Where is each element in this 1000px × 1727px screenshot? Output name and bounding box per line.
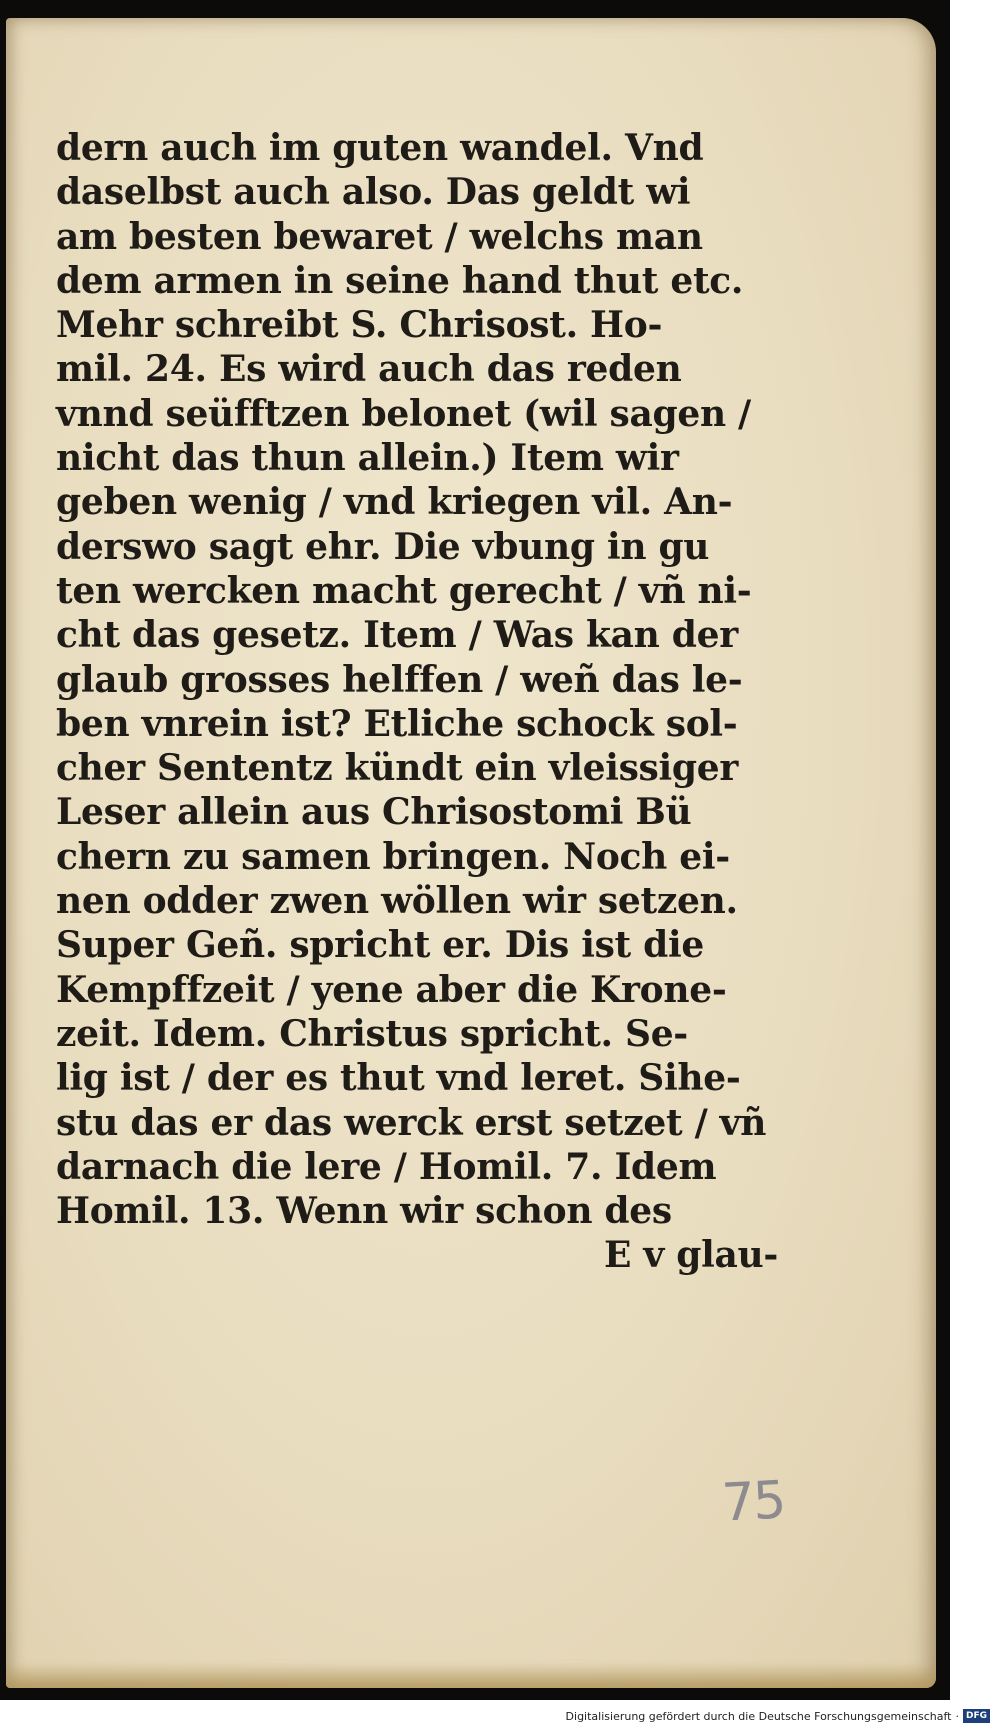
text-line: daselbst auch also. Das geldt wi [56, 171, 691, 214]
text-line: zeit. Idem. Christus spricht. Se- [56, 1012, 688, 1055]
text-line: Kempffzeit / yene aber die Krone- [56, 968, 727, 1011]
digitization-footer [566, 1707, 990, 1725]
text-line: nen odder zwen wöllen wir setzen. [56, 880, 738, 923]
page-text-block [56, 126, 786, 1278]
page-edge-stain [6, 1662, 936, 1688]
text-line: dern auch im guten wandel. Vnd [56, 127, 704, 169]
text-line: chern zu samen bringen. Noch ei- [56, 835, 730, 878]
text-line: dem armen in seine hand thut etc. [56, 259, 744, 302]
text-line: ben vnrein ist? Etliche schock sol- [56, 702, 738, 745]
text-line: cht das gesetz. Item / Was kan der [56, 614, 738, 657]
catchword-line: E v glau- [603, 1234, 778, 1277]
text-line: lig ist / der es thut vnd leret. Sihe- [56, 1057, 741, 1100]
text-line: Leser allein aus Chrisostomi Bü [56, 791, 692, 834]
text-line: glaub grosses helffen / weñ das le- [56, 658, 743, 701]
text-line: nicht das thun allein.) Item wir [56, 437, 679, 480]
dfg-logo-icon: DFG [963, 1709, 990, 1723]
footer-credit-text: Digitalisierung gefördert durch die Deutsche Forschungsgemeinschaft [565, 1709, 952, 1723]
text-line: Mehr schreibt S. Chrisost. Ho- [56, 304, 663, 347]
text-line: cher Sententz kündt ein vleissiger [56, 747, 739, 790]
footer-separator: · [955, 1709, 959, 1723]
text-line: stu das er das werck erst setzet / vñ [56, 1101, 767, 1144]
book-page [6, 18, 936, 1688]
text-line: mil. 24. Es wird auch das reden [56, 348, 682, 391]
text-line: vnnd seüfftzen belonet (wil sagen / [56, 392, 751, 435]
text-line: Super Geñ. spricht er. Dis ist die [56, 924, 704, 967]
text-line: ten wercken macht gerecht / vñ ni- [56, 569, 752, 612]
text-line: darnach die lere / Homil. 7. Idem [56, 1145, 717, 1188]
text-line: geben wenig / vnd kriegen vil. An- [56, 481, 733, 524]
text-line: derswo sagt ehr. Die vbung in gu [56, 525, 710, 568]
text-line: Homil. 13. Wenn wir schon des [56, 1190, 672, 1233]
folio-number: 75 [720, 1470, 786, 1534]
text-line: am besten bewaret / welchs man [56, 215, 703, 258]
